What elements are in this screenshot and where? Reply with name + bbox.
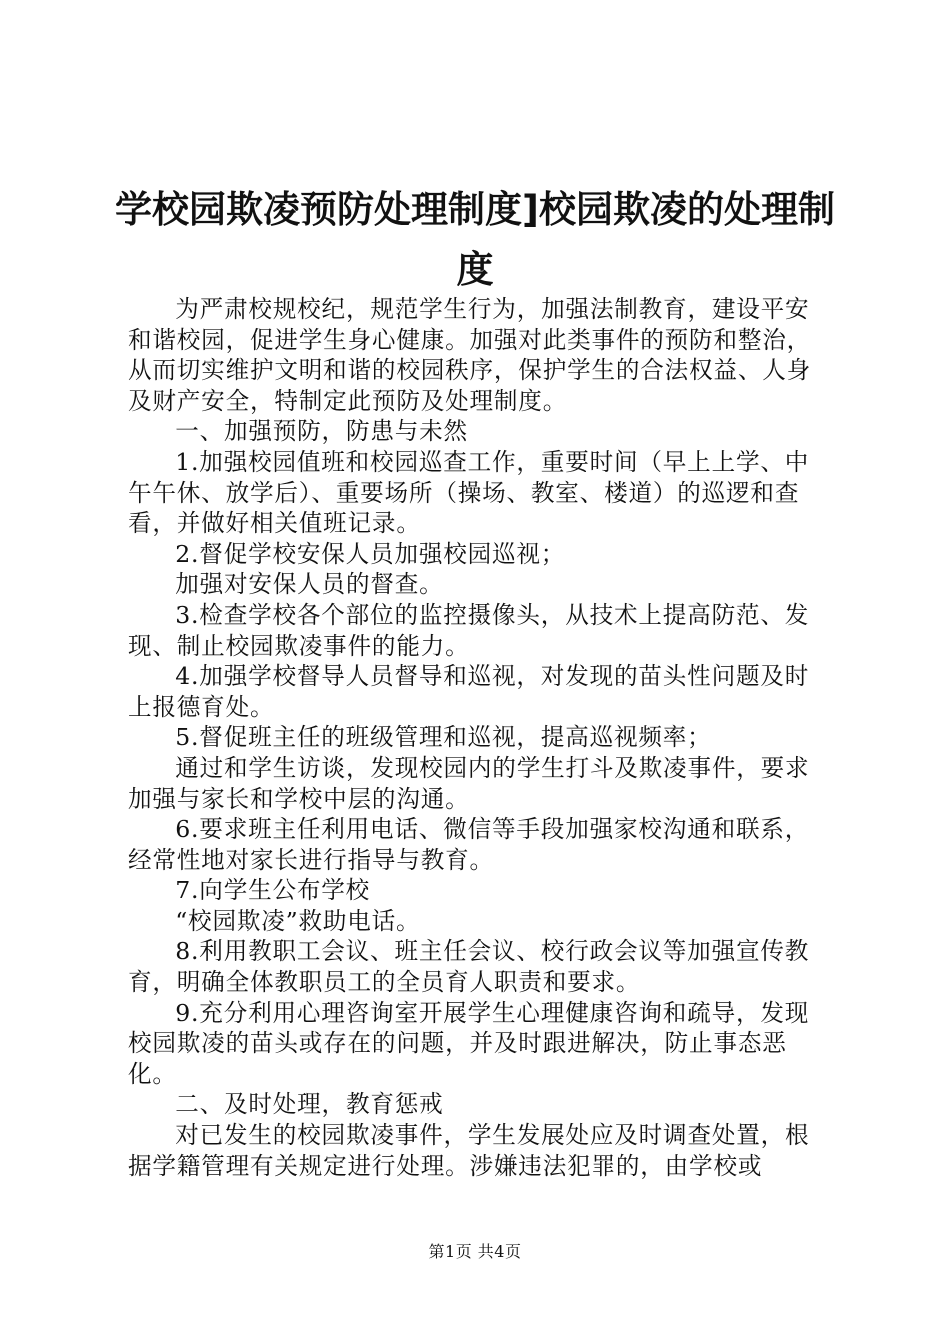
list-item-1: 1.加强校园值班和校园巡查工作，重要时间（早上上学、中午午休、放学后）、重要场所（操场、教室、楼道）的巡逻和查看，并做好相关值班记录。	[128, 447, 810, 538]
page-footer: 第1页 共4页	[428, 1242, 522, 1261]
document-body	[128, 294, 828, 1181]
list-item-5-continued: 通过和学生访谈，发现校园内的学生打斗及欺凌事件，要求加强与家长和学校中层的沟通。	[128, 753, 810, 813]
list-item-2: 2.督促学校安保人员加强校园巡视；	[175, 539, 566, 568]
document-title: 学校园欺凌预防处理制度]校园欺凌的处理制度	[115, 188, 835, 291]
section-heading-handling: 二、及时处理，教育惩戒	[175, 1090, 444, 1119]
handling-paragraph: 对已发生的校园欺凌事件，学生发展处应及时调查处置，根据学籍管理有关规定进行处理。涉嫌违法犯罪的，由学校或	[128, 1121, 810, 1180]
list-item-8: 8.利用教职工会议、班主任会议、校行政会议等加强宣传教育，明确全体教职员工的全员育人职责和要求。	[128, 937, 810, 997]
list-item-4: 4.加强学校督导人员督导和巡视，对发现的苗头性问题及时上报德育处。	[128, 662, 810, 721]
section-heading-prevention: 一、加强预防，防患与未然	[175, 417, 468, 446]
list-item-2-continued: 加强对安保人员的督查。	[175, 570, 444, 599]
list-item-9: 9.充分利用心理咨询室开展学生心理健康咨询和疏导，发现校园欺凌的苗头或存在的问题，并及时跟进解决，防止事态恶化。	[128, 998, 810, 1088]
intro-paragraph: 为严肃校规校纪，规范学生行为，加强法制教育，建设平安和谐校园，促进学生身心健康。加强对此类事件的预防和整治，从而切实维护文明和谐的校园秩序，保护学生的合法权益、人身及财产安全，特制定此预防及处理制度。	[128, 295, 812, 415]
list-item-5: 5.督促班主任的班级管理和巡视，提高巡视频率；	[175, 723, 712, 752]
list-item-7: 7.向学生公布学校	[175, 876, 371, 905]
list-item-3: 3.检查学校各个部位的监控摄像头，从技术上提高防范、发现、制止校园欺凌事件的能力。	[128, 600, 810, 660]
list-item-6: 6.要求班主任利用电话、微信等手段加强家校沟通和联系，经常性地对家长进行指导与教育。	[128, 815, 810, 874]
list-item-7-continued: “校园欺凌”救助电话。	[175, 906, 421, 935]
